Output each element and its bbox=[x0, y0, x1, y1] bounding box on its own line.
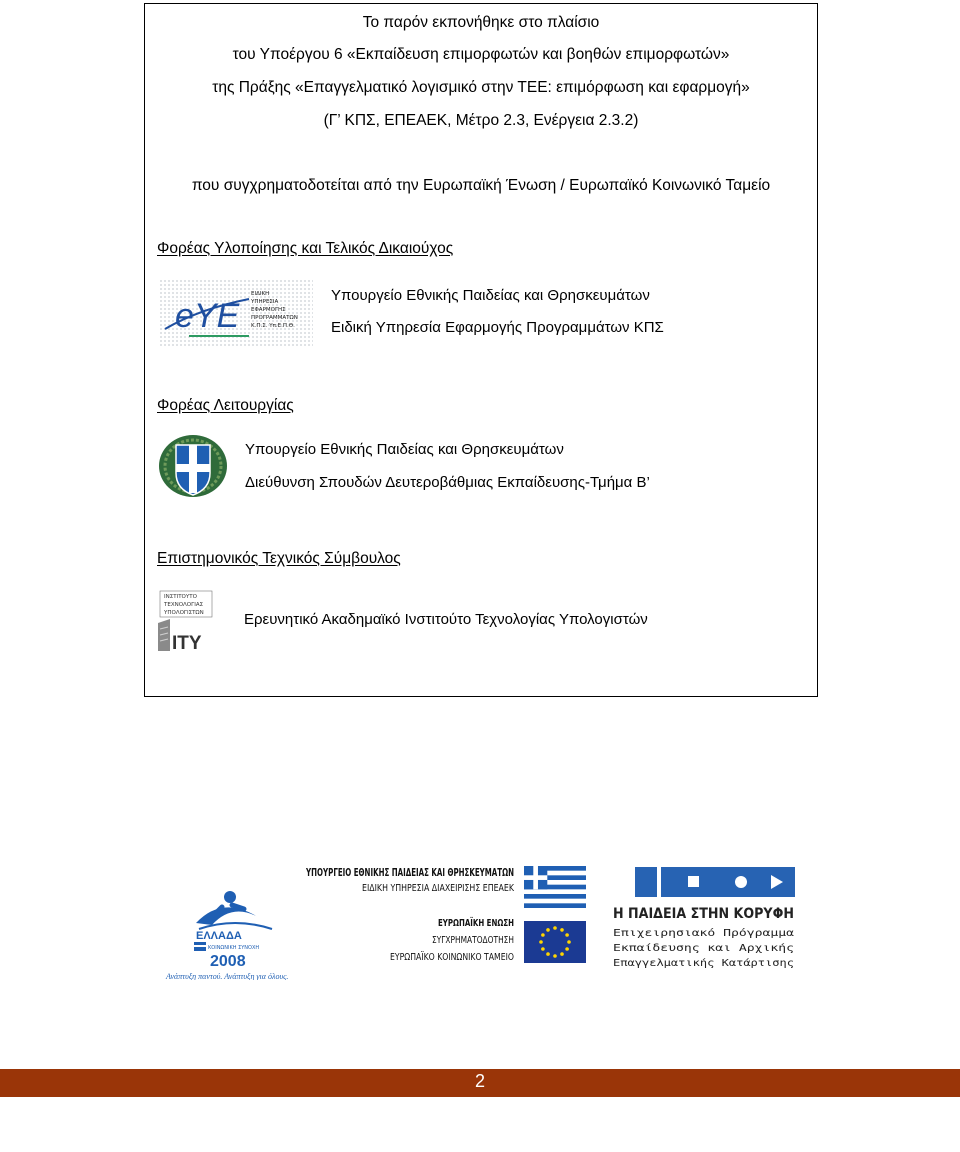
ity-logo-text-3: ΥΠΟΛΟΓΙΣΤΩΝ bbox=[164, 610, 204, 616]
greek-coat-of-arms-icon bbox=[156, 433, 231, 499]
operating-body-line-1: Υπουργείο Εθνικής Παιδείας και Θρησκευμάτων bbox=[245, 441, 564, 458]
eu-line-2: ΣΥΓΧΡΗΜΑΤΟΔΟΤΗΣΗ bbox=[432, 935, 514, 946]
ellada-sub: ΚΟΙΝΩΝΙΚΗ ΣΥΝΟΧΗ bbox=[208, 945, 260, 951]
epeaek-line-2: Εκπαίδευσης και Αρχικής bbox=[613, 943, 752, 954]
intro-line-4: (Γ’ ΚΠΣ, ΕΠΕΑΕΚ, Μέτρο 2.3, Ενέργεια 2.3.2) bbox=[323, 112, 639, 129]
eye-logo-text-3: ΕΦΑΡΜΟΓΗΣ bbox=[251, 307, 286, 313]
eu-line-3: ΕΥΡΩΠΑΪΚΟ ΚΟΙΝΩΝΙΚΟ ΤΑΜΕΙΟ bbox=[390, 952, 551, 963]
epeaek-logo bbox=[613, 867, 795, 969]
cofunding-line: που συγχρηματοδοτείται από την Ευρωπαϊκή Ένωση / Ευρωπαϊκό Κοινωνικό Ταμείο bbox=[191, 177, 771, 194]
footer-logos bbox=[0, 855, 960, 980]
implementing-body-line-2: Ειδική Υπηρεσία Εφαρμογής Προγραμμάτων ΚΠΣ bbox=[331, 319, 664, 336]
ministry-logo-text bbox=[305, 867, 514, 894]
intro-line-1: Το παρόν εκπονήθηκε στο πλαίσιο bbox=[362, 14, 600, 31]
implementing-body-title: Φορέας Υλοποίησης και Τελικός Δικαιούχος bbox=[157, 240, 454, 257]
ity-logo bbox=[156, 589, 216, 653]
eu-line-1: ΕΥΡΩΠΑΪΚΗ ΕΝΩΣΗ bbox=[438, 918, 547, 929]
ellada-2008-logo bbox=[165, 891, 288, 980]
ministry-line-2: ΕΙΔΙΚΗ ΥΠΗΡΕΣΙΑ ΔΙΑΧΕΙΡΙΣΗΣ ΕΠΕΑΕΚ bbox=[362, 883, 515, 894]
ity-mark: ITY bbox=[172, 633, 202, 653]
ity-logo-text-2: ΤΕΧΝΟΛΟΓΙΑΣ bbox=[164, 602, 204, 608]
ellada-slogan: Ανάπτυξη παντού. Ανάπτυξη για όλους. bbox=[166, 972, 289, 980]
eye-logo bbox=[159, 279, 313, 347]
scientific-advisor-line-1: Ερευνητικό Ακαδημαϊκό Ινστιτούτο Τεχνολογίας Υπολογιστών bbox=[244, 611, 648, 628]
ellada-year: 2008 bbox=[210, 953, 246, 970]
eye-logo-text-4: ΠΡΟΓΡΑΜΜΑΤΩΝ bbox=[251, 315, 298, 321]
ministry-line-1: ΥΠΟΥΡΓΕΙΟ ΕΘΝΙΚΗΣ ΠΑΙΔΕΙΑΣ ΚΑΙ ΘΡΗΣΚΕΥΜΑΤΩΝ bbox=[305, 867, 514, 879]
eye-logo-text-5: Κ.Π.Σ. Υπ.Ε.Π.Θ. bbox=[251, 323, 295, 329]
epeaek-line-3: Επαγγελματικής Κατάρτισης bbox=[613, 958, 764, 969]
intro-line-2: του Υποέργου 6 «Εκπαίδευση επιμορφωτών και βοηθών επιμορφωτών» bbox=[232, 46, 730, 63]
ellada-name: ΕΛΛΑΔΑ bbox=[196, 930, 242, 942]
document-frame bbox=[144, 3, 818, 697]
scientific-advisor-title: Επιστημονικός Τεχνικός Σύμβουλος bbox=[157, 550, 401, 567]
eye-logo-icon bbox=[159, 279, 313, 347]
implementing-body-line-1: Υπουργείο Εθνικής Παιδείας και Θρησκευμάτων bbox=[331, 287, 650, 304]
epeaek-circle-icon bbox=[735, 876, 747, 888]
operating-body-title: Φορέας Λειτουργίας bbox=[157, 397, 294, 414]
eu-flag-icon bbox=[524, 921, 586, 963]
eye-mark: eYE bbox=[175, 297, 240, 335]
operating-body-line-2: Διεύθυνση Σπουδών Δευτεροβάθμιας Εκπαίδευσης-Τμήμα Β’ bbox=[245, 474, 650, 491]
epeaek-square-icon bbox=[688, 876, 699, 887]
greek-flag-icon bbox=[524, 866, 586, 908]
eye-logo-text-1: ΕΙΔΙΚΗ bbox=[251, 291, 270, 297]
page-number: 2 bbox=[474, 1071, 485, 1091]
epeaek-title: Η ΠΑΙΔΕΙΑ ΣΤΗΝ ΚΟΡΥΦΗ bbox=[613, 906, 794, 922]
intro-line-3: της Πράξης «Επαγγελματικό λογισμικό στην ΤΕΕ: επιμόρφωση και εφαρμογή» bbox=[212, 79, 750, 96]
epeaek-line-1: Επιχειρησιακό Πρόγραμμα bbox=[613, 928, 752, 939]
ity-logo-text-1: ΙΝΣΤΙΤΟΥΤΟ bbox=[164, 594, 197, 600]
eye-logo-text-2: ΥΠΗΡΕΣΙΑ bbox=[251, 299, 279, 305]
eu-logo-text bbox=[390, 915, 551, 963]
